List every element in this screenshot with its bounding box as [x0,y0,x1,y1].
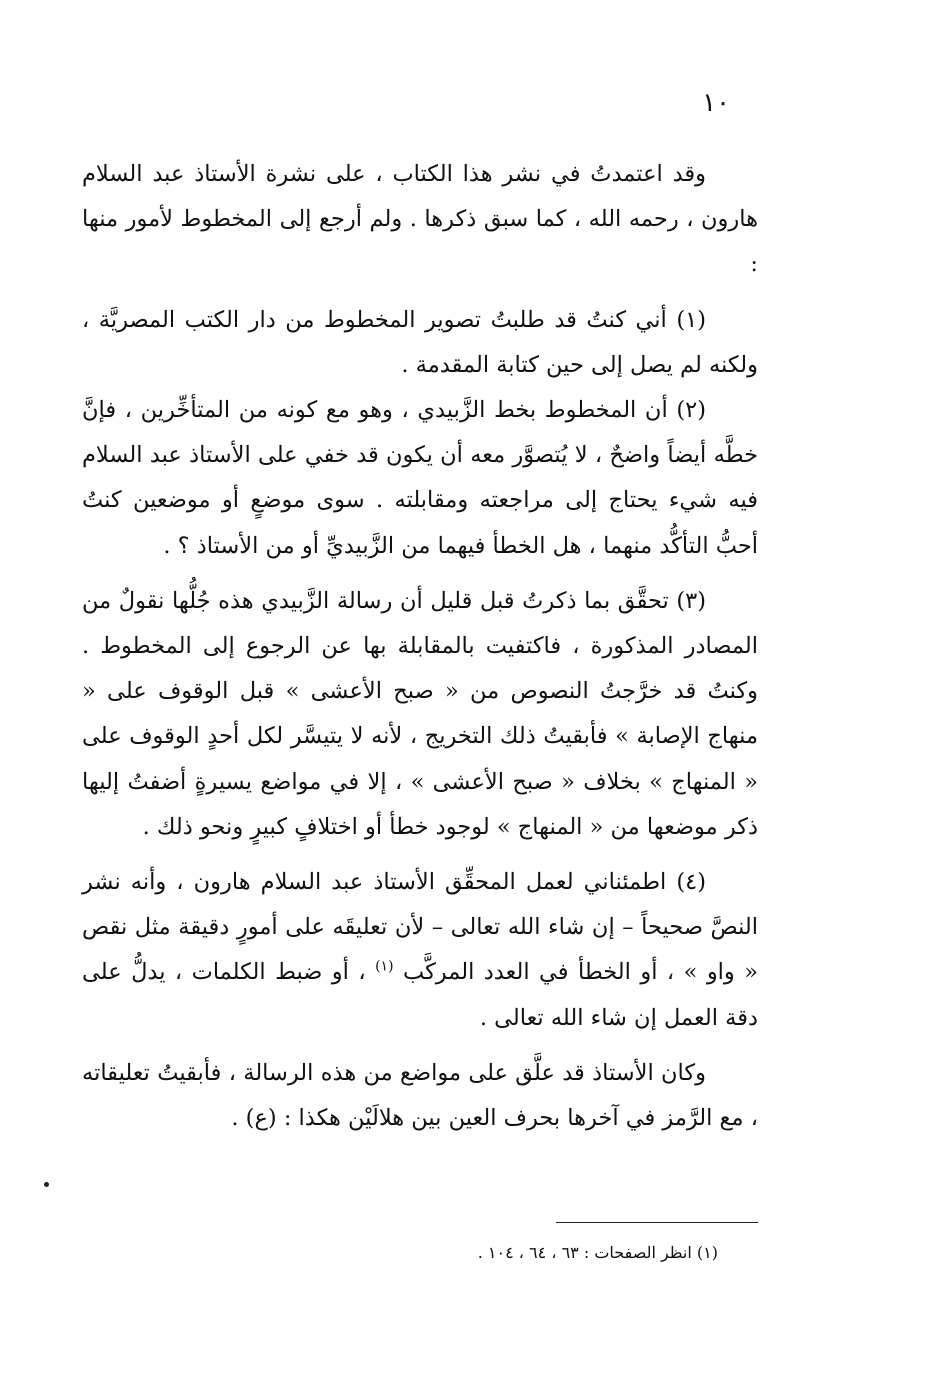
page-number: ١٠ [702,88,730,118]
main-text-block [82,152,758,1141]
footnote: (١) انظر الصفحات : ٦٣ ، ٦٤ ، ١٠٤ . [477,1243,718,1262]
footnote-separator [556,1222,758,1223]
margin-dot [44,1182,49,1187]
closing-paragraph: وكان الأستاذ قد علَّق على مواضع من هذه الرسالة ، فأبقيتُ تعليقاته ، مع الرَّمز في آخرها بحرف العين بين هلالَيْن هكذا : (ع) . [82,1059,758,1132]
point-1-paragraph: (١) أني كنتُ قد طلبتُ تصوير المخطوط من دار الكتب المصريَّة ، ولكنه لم يصل إلى حين كتابة المقدمة . [82,306,758,378]
point-4-text-start: (٤) اطمئناني لعمل المحقِّق الأستاذ عبد السلام هارون ، وأنه نشر النصَّ صحيحاً – إن شاء الله تعالى – لأن تعليقَه على أمورٍ دقيقة مثل نقص « واو » ، أو الخطأ في العدد المركَّب [82,869,759,986]
intro-paragraph: وقد اعتمدتُ في نشر هذا الكتاب ، على نشرة الأستاذ عبد السلام هارون ، رحمه الله ، كما سبق ذكرها . ولم أرجع إلى المخطوط لأمور منها : [82,161,758,278]
point-3-paragraph: (٣) تحقَّق بما ذكرتُ قبل قليل أن رسالة الزَّبيدي هذه جُلُّها نقولٌ من المصادر المذكورة ، فاكتفيت بالمقابلة بها عن الرجوع إلى المخطوط . وكنتُ قد خرَّجتُ النصوص من « صبح الأعشى » قبل الوقوف على « منهاج الإصابة » فأبقيتُ ذلك التخريج ، لأنه لا يتيسَّر لكل أحدٍ الوقوف على « المنهاج » بخلاف « صبح الأعشى » ، إلا في مواضع يسيرةٍ أضفتُ إليها ذكر موضعها من « المنهاج » لوجود خطأ أو اختلافٍ كبيرٍ ونحو ذلك . [82,587,758,840]
point-4-paragraph [82,860,758,1041]
point-4-text-end: ، أو ضبط الكلمات ، يدلُّ على دقة العمل إن شاء الله تعالى . [82,959,758,1031]
point-2-paragraph: (٢) أن المخطوط بخط الزَّبيدي ، وهو مع كونه من المتأخِّرين ، فإنَّ خطَّه أيضاً واضحٌ ، لا يُتصوَّر معه أن يكون قد خفي على الأستاذ عبد السلام فيه شيء يحتاج إلى مراجعته ومقابلته . سوى موضعٍ أو موضعين كنتُ أحبُّ التأكُّد منهما ، هل الخطأ فيهما من الزَّبيديِّ أو من الأستاذ ؟ . [82,397,758,559]
footnote-reference: (١) [375,958,394,975]
